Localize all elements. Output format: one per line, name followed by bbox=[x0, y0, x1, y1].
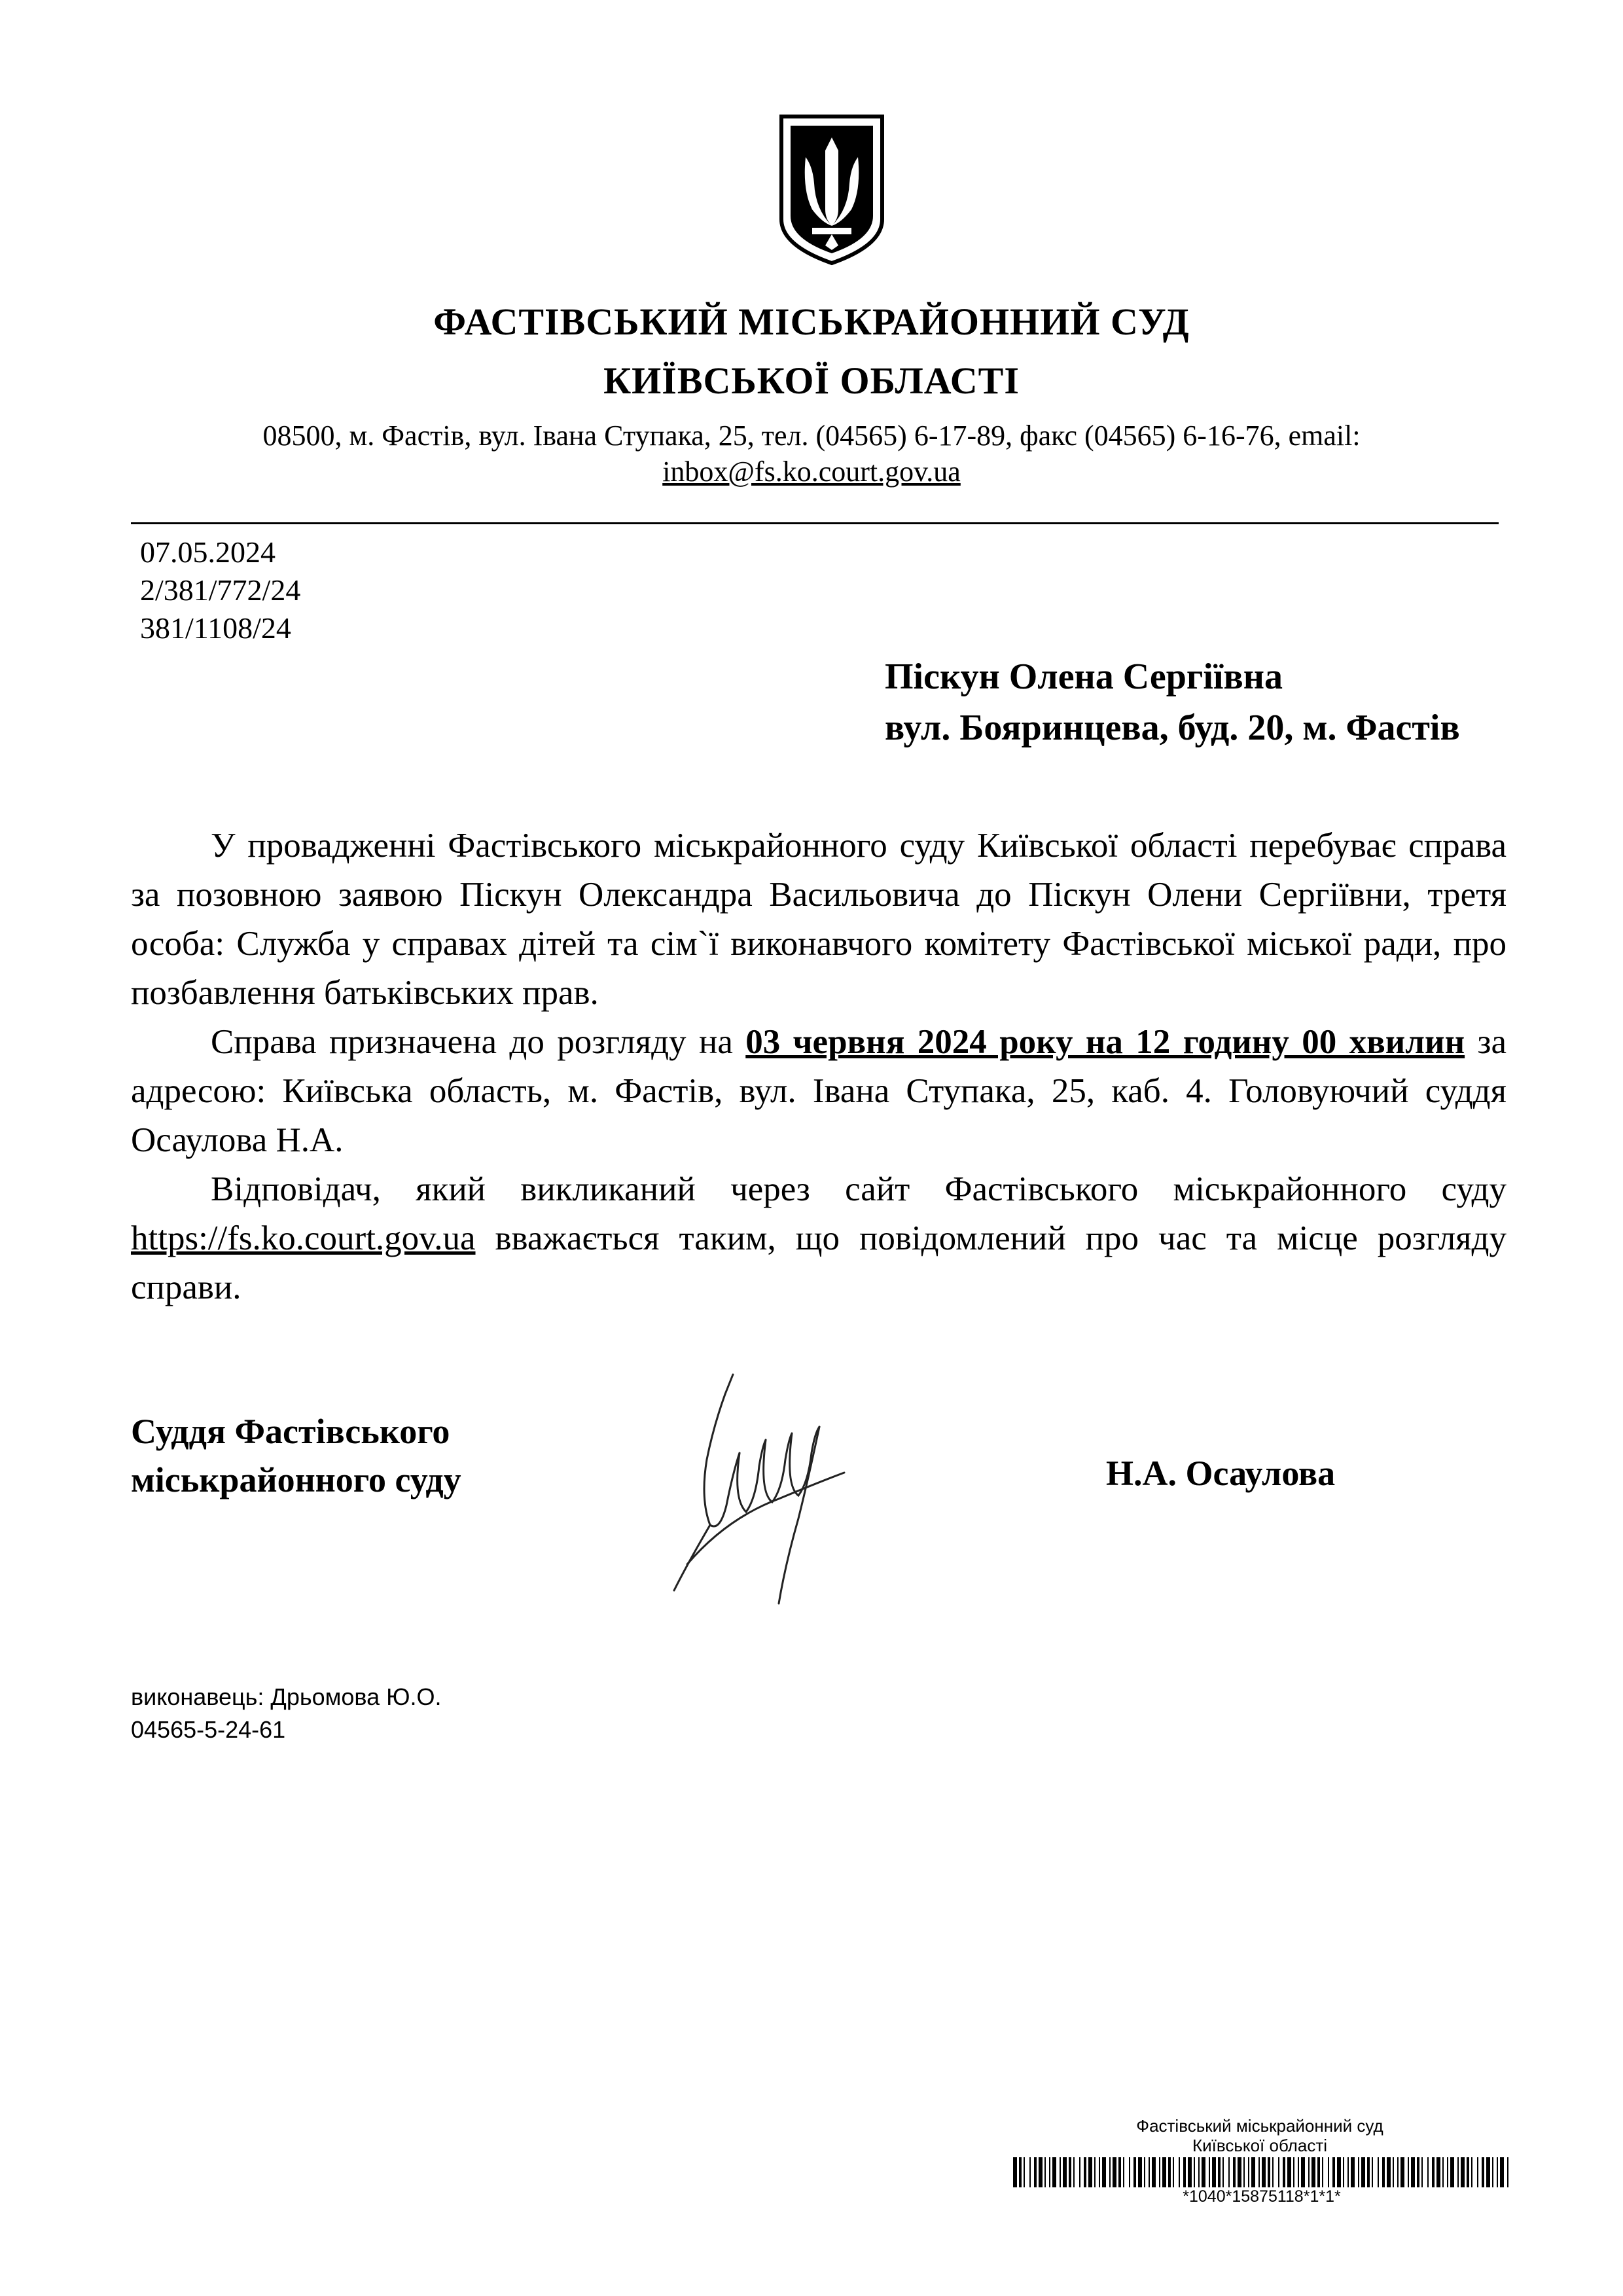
barcode-bar bbox=[1109, 2157, 1111, 2187]
barcode-bar bbox=[1194, 2157, 1195, 2187]
barcode-bar bbox=[1248, 2157, 1249, 2187]
barcode-bar bbox=[1149, 2157, 1150, 2187]
barcode-bar bbox=[1144, 2157, 1145, 2187]
hearing-suffix: за адресою: Київська область, м. Фастів, вул. Івана Ступака, 25, каб. 4. Головуючий суддя Осаулова Н.А. bbox=[131, 1023, 1507, 1159]
executor-block bbox=[131, 1681, 442, 1746]
barcode-bar bbox=[1024, 2157, 1025, 2187]
barcode-bar bbox=[1069, 2157, 1071, 2187]
barcode-bar bbox=[1138, 2157, 1142, 2187]
barcode-bar bbox=[1497, 2157, 1498, 2187]
barcode-bar bbox=[1173, 2157, 1174, 2187]
notice-suffix: вважається таким, що повідомлений про час та місце розгляду справи. bbox=[131, 1219, 1507, 1306]
stamp-court-name: Фастівський міськрайонний суд bbox=[1136, 2116, 1383, 2136]
judge-title-line2: міськрайонного суду bbox=[131, 1460, 461, 1499]
document-meta bbox=[140, 533, 300, 647]
barcode-bar bbox=[1243, 2157, 1245, 2187]
barcode-bar bbox=[1044, 2157, 1046, 2187]
barcode-bar bbox=[1461, 2157, 1465, 2187]
barcode-bar bbox=[1218, 2157, 1221, 2187]
executor-name: виконавець: Дрьомова Ю.О. bbox=[131, 1683, 442, 1710]
barcode-bar bbox=[1311, 2157, 1315, 2187]
barcode-bar bbox=[1457, 2157, 1459, 2187]
court-stamp bbox=[1008, 2116, 1512, 2155]
barcode-bar bbox=[1447, 2157, 1448, 2187]
barcode-bar bbox=[1262, 2157, 1266, 2187]
barcode-bar bbox=[1063, 2157, 1067, 2187]
barcode-bar bbox=[1417, 2157, 1419, 2187]
barcode-bar bbox=[1486, 2157, 1490, 2187]
barcode-bar bbox=[1278, 2157, 1279, 2187]
barcode-bar bbox=[1133, 2157, 1136, 2187]
barcode-bar bbox=[1400, 2157, 1404, 2187]
barcode-bar bbox=[1500, 2157, 1504, 2187]
barcode-bar bbox=[1378, 2157, 1379, 2187]
judge-title-line1: Суддя Фастівського bbox=[131, 1412, 450, 1451]
barcode-bar bbox=[1372, 2157, 1373, 2187]
hearing-datetime: 03 червня 2024 року на 12 годину 00 хвилин bbox=[745, 1023, 1465, 1061]
court-website-link[interactable]: https://fs.ko.court.gov.ua bbox=[131, 1219, 476, 1257]
barcode-bar bbox=[1188, 2157, 1192, 2187]
barcode-bar bbox=[1088, 2157, 1092, 2187]
barcode-bar bbox=[1238, 2157, 1241, 2187]
barcode-bar bbox=[1421, 2157, 1423, 2187]
barcode-bar bbox=[1118, 2157, 1121, 2187]
barcode-bar bbox=[1019, 2157, 1022, 2187]
barcode-bar bbox=[1408, 2157, 1409, 2187]
barcode-bar bbox=[1060, 2157, 1061, 2187]
hearing-prefix: Справа призначена до розгляду на bbox=[211, 1023, 746, 1061]
body-paragraph-1: У провадженні Фастівського міськрайонного суду Київської області перебуває справа за позовною заявою Піскун Олександра Васильовича до Піскун Олени Сергіївни, третя особа: Служба у справах дітей та сім`ї виконавчого комітету Фастівської міської ради, про позбавлення батьківських прав. bbox=[131, 827, 1507, 1012]
header-divider bbox=[131, 522, 1499, 524]
barcode-bar bbox=[1268, 2157, 1270, 2187]
barcode-bar bbox=[1347, 2157, 1349, 2187]
barcode-bar bbox=[1198, 2157, 1200, 2187]
barcode-bar bbox=[1162, 2157, 1166, 2187]
executor-phone: 04565-5-24-61 bbox=[131, 1716, 286, 1743]
barcode-bar bbox=[1442, 2157, 1444, 2187]
barcode-bar bbox=[1099, 2157, 1100, 2187]
barcode-bar bbox=[1427, 2157, 1429, 2187]
document-number: 2/381/772/24 bbox=[140, 573, 301, 607]
barcode-bar bbox=[1467, 2157, 1469, 2187]
barcode-bar bbox=[1152, 2157, 1156, 2187]
state-emblem-icon bbox=[776, 111, 887, 268]
barcode-bar bbox=[1477, 2157, 1478, 2187]
barcode-bar bbox=[1322, 2157, 1323, 2187]
barcode-bar bbox=[1411, 2157, 1415, 2187]
barcode-bar bbox=[1094, 2157, 1096, 2187]
barcode-bar bbox=[1129, 2157, 1130, 2187]
barcode-bar bbox=[1358, 2157, 1359, 2187]
barcode-bar bbox=[1113, 2157, 1116, 2187]
barcode-bar bbox=[1328, 2157, 1329, 2187]
court-email-line bbox=[0, 455, 1623, 488]
barcode-bar bbox=[1202, 2157, 1205, 2187]
judge-title bbox=[131, 1407, 461, 1504]
barcode-bar bbox=[1049, 2157, 1050, 2187]
barcode-bar bbox=[1102, 2157, 1106, 2187]
barcode-bar bbox=[1013, 2157, 1017, 2187]
barcode-bar bbox=[1301, 2157, 1305, 2187]
barcode-bar bbox=[1482, 2157, 1484, 2187]
barcode-bar bbox=[1123, 2157, 1124, 2187]
barcode-bar bbox=[1507, 2157, 1508, 2187]
barcode-bar bbox=[1212, 2157, 1216, 2187]
stamp-region: Київської області bbox=[1192, 2136, 1328, 2155]
court-address: 08500, м. Фастів, вул. Івана Ступака, 25, тел. (04565) 6-17-89, факс (04565) 6-16-76, email: bbox=[262, 420, 1361, 452]
letter-body bbox=[131, 821, 1507, 1312]
barcode-bar bbox=[1436, 2157, 1440, 2187]
court-name-line1: ФАСТІВСЬКИЙ МІСЬКРАЙОННИЙ СУД bbox=[433, 300, 1190, 343]
barcode-bar bbox=[1209, 2157, 1210, 2187]
barcode-bar bbox=[1222, 2157, 1224, 2187]
barcode-bar bbox=[1432, 2157, 1435, 2187]
barcode-bar bbox=[1332, 2157, 1335, 2187]
court-email-link[interactable]: inbox@fs.ko.court.gov.ua bbox=[662, 456, 961, 488]
recipient-address: вул. Бояринцева, буд. 20, м. Фастів bbox=[885, 708, 1460, 748]
recipient-block bbox=[885, 651, 1460, 753]
barcode-bar bbox=[1471, 2157, 1472, 2187]
barcode-bar bbox=[1361, 2157, 1365, 2187]
barcode-bar bbox=[1084, 2157, 1086, 2187]
barcode-bar bbox=[1233, 2157, 1236, 2187]
barcode-bar bbox=[1351, 2157, 1355, 2187]
barcode-bar bbox=[1183, 2157, 1186, 2187]
barcode-bar bbox=[1251, 2157, 1255, 2187]
barcode-bar bbox=[1039, 2157, 1043, 2187]
barcode-bar bbox=[1079, 2157, 1080, 2187]
barcode-bar bbox=[1343, 2157, 1344, 2187]
barcode-bar bbox=[1492, 2157, 1493, 2187]
barcode-bar bbox=[1228, 2157, 1230, 2187]
barcode-bar bbox=[1168, 2157, 1171, 2187]
notice-prefix: Відповідач, який викликаний через сайт Фастівського міськрайонного суду bbox=[211, 1170, 1507, 1208]
barcode-bar bbox=[1034, 2157, 1037, 2187]
barcode-bar bbox=[1159, 2157, 1160, 2187]
body-paragraph-2 bbox=[131, 1018, 1507, 1165]
handwritten-signature bbox=[648, 1368, 883, 1617]
barcode-bar bbox=[1258, 2157, 1260, 2187]
barcode-bar bbox=[1179, 2157, 1180, 2187]
barcode-bar bbox=[1450, 2157, 1454, 2187]
barcode-bar bbox=[1283, 2157, 1285, 2187]
barcode-bar bbox=[1272, 2157, 1274, 2187]
barcode-bar bbox=[1293, 2157, 1294, 2187]
barcode-bar bbox=[1317, 2157, 1320, 2187]
barcode-bar bbox=[1029, 2157, 1031, 2187]
barcode-bar bbox=[1287, 2157, 1291, 2187]
judge-name: Н.А. Осаулова bbox=[1106, 1454, 1336, 1493]
barcode bbox=[1013, 2157, 1510, 2187]
document-date: 07.05.2024 bbox=[140, 535, 276, 569]
barcode-number: *1040*15875118*1*1* bbox=[1183, 2187, 1341, 2206]
barcode-bar bbox=[1387, 2157, 1391, 2187]
case-number: 381/1108/24 bbox=[140, 611, 291, 645]
barcode-bar bbox=[1052, 2157, 1056, 2187]
recipient-name: Піскун Олена Сергіївна bbox=[885, 656, 1283, 697]
barcode-bar bbox=[1308, 2157, 1310, 2187]
barcode-bar bbox=[1337, 2157, 1341, 2187]
barcode-bar bbox=[1382, 2157, 1385, 2187]
barcode-bar bbox=[1298, 2157, 1299, 2187]
barcode-bar bbox=[1367, 2157, 1370, 2187]
barcode-bar bbox=[1397, 2157, 1399, 2187]
body-paragraph-3 bbox=[131, 1165, 1507, 1312]
court-name-line2: КИЇВСЬКОЇ ОБЛАСТІ bbox=[603, 359, 1020, 402]
barcode-bar bbox=[1073, 2157, 1075, 2187]
barcode-bar bbox=[1393, 2157, 1394, 2187]
